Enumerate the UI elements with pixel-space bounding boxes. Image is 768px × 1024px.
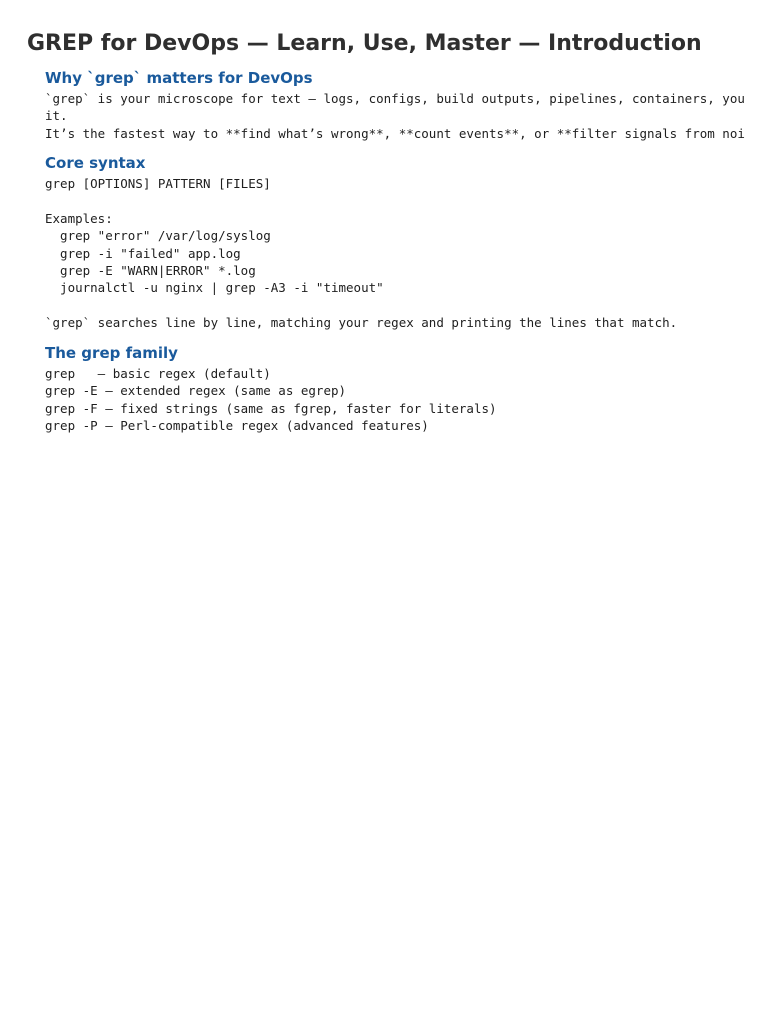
section-heading-core-syntax: Core syntax [45, 154, 146, 172]
code-line: grep -i "failed" app.log [45, 245, 241, 261]
code-line: journalctl -u nginx | grep -A3 -i "timeout" [45, 280, 384, 296]
section-core-syntax [45, 153, 768, 332]
section-grep-family [45, 343, 768, 435]
page-title: GREP for DevOps — Learn, Use, Master — Introduction [27, 31, 702, 56]
section-heading-why-grep-matters: Why `grep` matters for DevOps [45, 69, 313, 87]
core-syntax-code-block [45, 175, 768, 332]
list-item: grep -E — extended regex (same as egrep) [45, 383, 347, 399]
section-heading-grep-family: The grep family [45, 344, 178, 362]
code-line: grep "error" /var/log/syslog [45, 228, 271, 244]
code-line: grep [OPTIONS] PATTERN [FILES] [45, 176, 271, 191]
text-line: it. [45, 108, 68, 124]
grep-family-list [45, 365, 768, 435]
text-line: It’s the fastest way to **find what’s wrong**, **count events**, or **filter signals from noi [45, 125, 745, 141]
list-item: grep -P — Perl-compatible regex (advanced features) [45, 418, 429, 434]
code-line: `grep` searches line by line, matching your regex and printing the lines that match. [45, 315, 678, 331]
code-line: Examples: [45, 210, 113, 226]
blank-line [45, 192, 768, 209]
blank-line [45, 297, 768, 314]
list-item: grep -F — fixed strings (same as fgrep, faster for literals) [45, 400, 497, 416]
why-grep-matters-text [45, 90, 768, 142]
section-why-grep-matters [45, 68, 768, 142]
code-line: grep -E "WARN|ERROR" *.log [45, 262, 256, 278]
text-line: `grep` is your microscope for text — logs, configs, build outputs, pipelines, containers, you [45, 91, 745, 106]
list-item: grep — basic regex (default) [45, 366, 271, 381]
